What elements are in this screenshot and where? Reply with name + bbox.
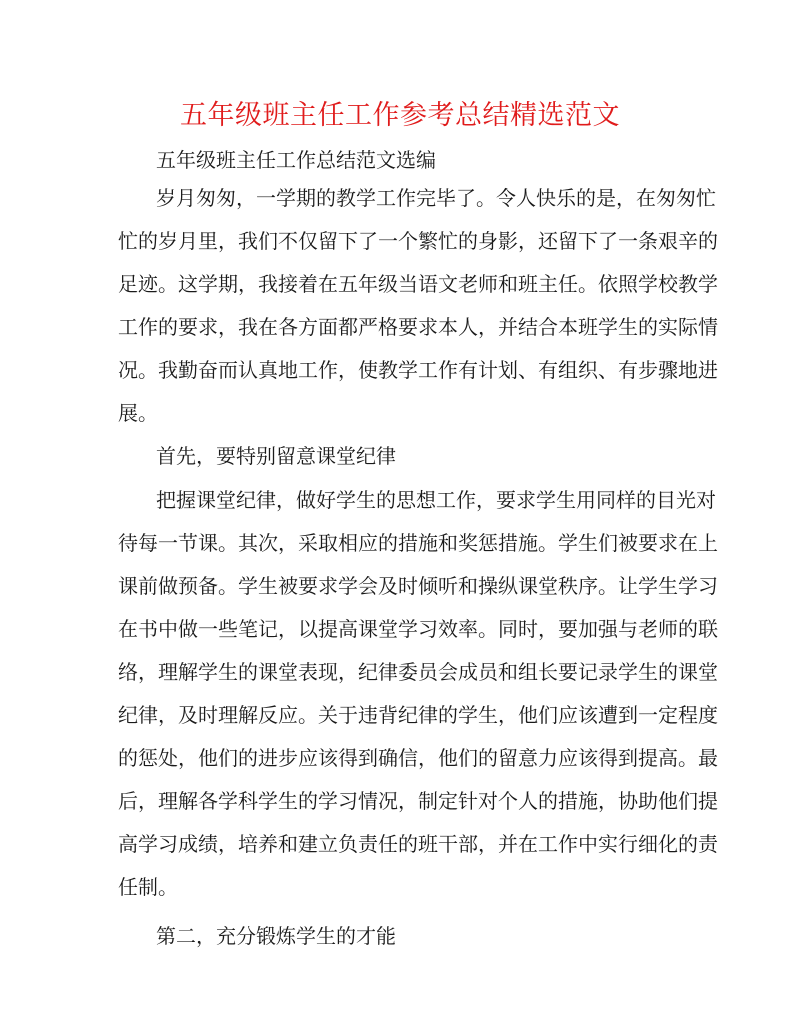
paragraph-line: 课前做预备。学生被要求学会及时倾听和操纵课堂秩序。让学生学习 bbox=[118, 574, 718, 598]
paragraph-line: 工作的要求，我在各方面都严格要求本人，并结合本班学生的实际情 bbox=[118, 315, 718, 339]
paragraph-line: 待每一节课。其次，采取相应的措施和奖惩措施。学生们被要求在上 bbox=[118, 531, 718, 555]
paragraph-line: 高学习成绩，培养和建立负责任的班干部，并在工作中实行细化的责 bbox=[118, 832, 718, 856]
document-subtitle: 五年级班主任工作总结范文选编 bbox=[156, 148, 436, 172]
section-heading: 首先，要特别留意课堂纪律 bbox=[156, 444, 396, 468]
paragraph-line: 忙的岁月里，我们不仅留下了一个繁忙的身影，还留下了一条艰辛的 bbox=[118, 229, 718, 253]
paragraph-line: 展。 bbox=[118, 401, 158, 425]
paragraph-line: 纪律，及时理解反应。关于违背纪律的学生，他们应该遭到一定程度 bbox=[118, 703, 718, 727]
paragraph-line: 络，理解学生的课堂表现，纪律委员会成员和组长要记录学生的课堂 bbox=[118, 660, 718, 684]
paragraph-line: 岁月匆匆，一学期的教学工作完毕了。令人快乐的是，在匆匆忙 bbox=[156, 186, 716, 210]
paragraph-line: 后，理解各学科学生的学习情况，制定针对个人的措施，协助他们提 bbox=[118, 789, 718, 813]
paragraph-line: 足迹。这学期，我接着在五年级当语文老师和班主任。依照学校教学 bbox=[118, 272, 718, 296]
paragraph-line: 把握课堂纪律，做好学生的思想工作，要求学生用同样的目光对 bbox=[156, 488, 716, 512]
document-title: 五年级班主任工作参考总结精选范文 bbox=[180, 100, 620, 131]
paragraph-line: 的惩处，他们的进步应该得到确信，他们的留意力应该得到提高。最 bbox=[118, 746, 718, 770]
section-heading: 第二，充分锻炼学生的才能 bbox=[156, 924, 396, 948]
paragraph-line: 在书中做一些笔记，以提高课堂学习效率。同时，要加强与老师的联 bbox=[118, 617, 718, 641]
paragraph-line: 任制。 bbox=[118, 875, 178, 899]
paragraph-line: 况。我勤奋而认真地工作，使教学工作有计划、有组织、有步骤地进 bbox=[118, 358, 718, 382]
